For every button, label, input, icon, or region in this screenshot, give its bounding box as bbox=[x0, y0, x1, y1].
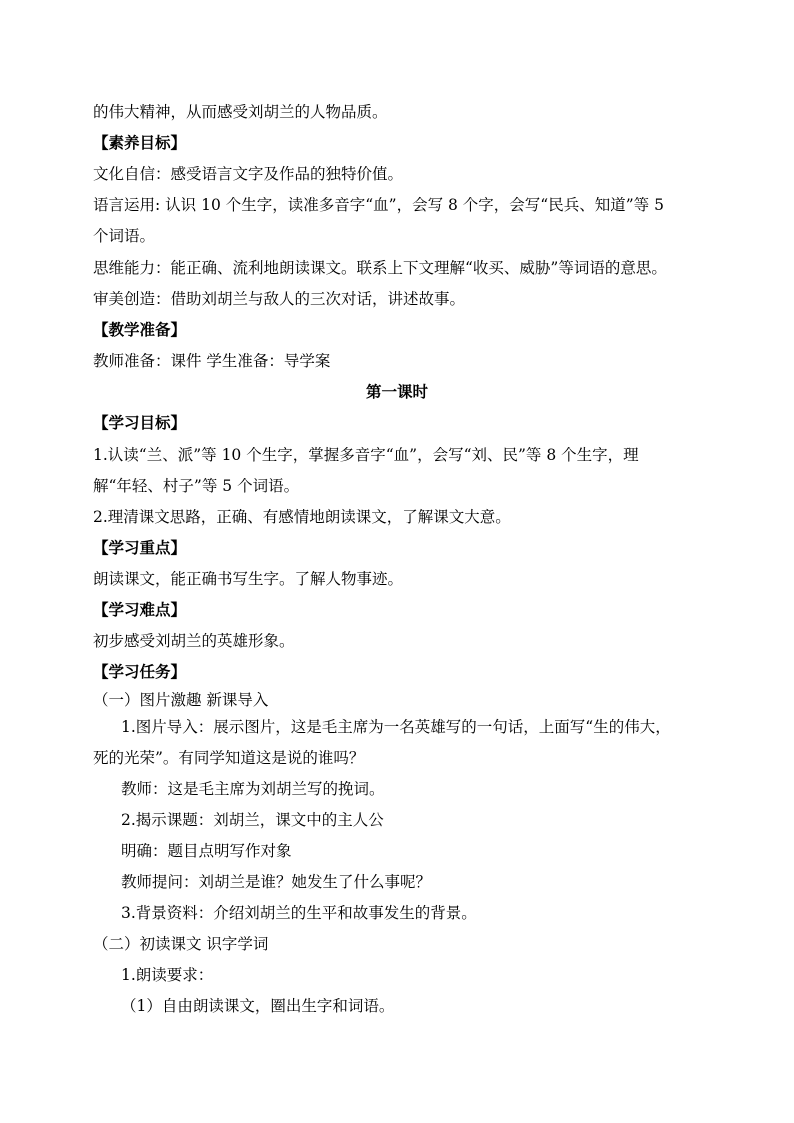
paragraph-line: 审美创造：借助刘胡兰与敌人的三次对话，讲述故事。 bbox=[93, 290, 466, 308]
section-heading-key-points: 【学习重点】 bbox=[93, 538, 187, 557]
paragraph-line: 初步感受刘胡兰的英雄形象。 bbox=[93, 632, 295, 650]
paragraph-line: 2.理清课文思路，正确、有感情地朗读课文，了解课文大意。 bbox=[93, 508, 511, 526]
paragraph-line: 教师：这是毛主席为刘胡兰写的挽词。 bbox=[121, 780, 385, 798]
paragraph-line: 1.图片导入：展示图片，这是毛主席为一名英雄写的一句话，上面写“生的伟大， bbox=[121, 718, 671, 736]
paragraph-line: 教师准备：课件 学生准备：导学案 bbox=[93, 352, 331, 370]
lesson-title: 第一课时 bbox=[365, 382, 428, 401]
paragraph-line: 解“年轻、村子”等 5 个词语。 bbox=[93, 477, 300, 495]
section-heading-teaching-prep: 【教学准备】 bbox=[93, 320, 187, 339]
paragraph-line: 明确：题目点明写作对象 bbox=[121, 842, 292, 860]
paragraph-line: 个词语。 bbox=[93, 227, 156, 245]
paragraph-line: 文化自信：感受语言文字及作品的独特价值。 bbox=[93, 165, 404, 183]
section-heading-difficulties: 【学习难点】 bbox=[93, 600, 187, 619]
section-heading-learning-tasks: 【学习任务】 bbox=[93, 662, 187, 681]
section-heading-learning-goals: 【学习目标】 bbox=[93, 413, 187, 432]
paragraph-line: 朗读课文，能正确书写生字。了解人物事迹。 bbox=[93, 570, 404, 588]
paragraph-line: 教师提问：刘胡兰是谁？她发生了什么事呢？ bbox=[121, 873, 432, 891]
paragraph-line: （1）自由朗读课文，圈出生字和词语。 bbox=[121, 997, 395, 1015]
paragraph-line: 思维能力：能正确、流利地朗读课文。联系上下文理解“收买、威胁”等词语的意思。 bbox=[93, 259, 667, 277]
paragraph-line: 1.认读“兰、派”等 10 个生字，掌握多音字“血”，会写“刘、民”等 8 个生字，理 bbox=[93, 446, 639, 464]
subsection-heading: （一）图片激趣 新课导入 bbox=[93, 691, 269, 709]
paragraph-line: 2.揭示课题：刘胡兰，课文中的主人公 bbox=[121, 811, 384, 829]
subsection-heading: （二）初读课文 识字学词 bbox=[93, 935, 269, 953]
paragraph-line: 1.朗读要求： bbox=[121, 966, 214, 984]
paragraph-line: 的伟大精神，从而感受刘胡兰的人物品质。 bbox=[93, 103, 388, 121]
section-heading-literacy-goals: 【素养目标】 bbox=[93, 133, 187, 152]
paragraph-line: 语言运用: 认识 10 个生字，读准多音字“血”，会写 8 个字，会写“民兵、知道”等 5 bbox=[93, 196, 664, 214]
paragraph-line: 死的光荣”。有同学知道这是说的谁吗？ bbox=[93, 749, 365, 767]
paragraph-line: 3.背景资料：介绍刘胡兰的生平和故事发生的背景。 bbox=[121, 904, 477, 922]
